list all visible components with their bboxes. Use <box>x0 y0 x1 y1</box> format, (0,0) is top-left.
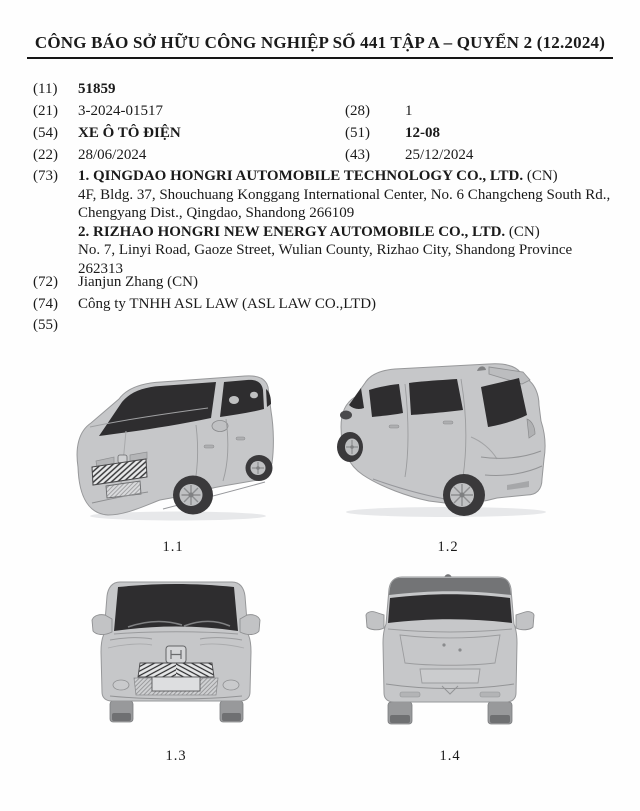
field-row-22-43 <box>33 147 613 164</box>
design-drawing-front-perspective <box>68 369 278 524</box>
license-recess <box>420 669 480 683</box>
owners-block <box>78 167 612 278</box>
design-title: XE Ô TÔ ĐIỆN <box>78 125 181 141</box>
representative-name: Công ty TNHH ASL LAW (ASL LAW CO.,LTD) <box>78 296 377 312</box>
owner-1-name: 1. QINGDAO HONGRI AUTOMOBILE TECHNOLOGY CO., LTD. <box>78 168 524 184</box>
field-row-73 <box>33 167 618 278</box>
owner-2 <box>78 223 612 242</box>
rear-door-window <box>409 379 463 415</box>
emblem-dot <box>458 648 461 651</box>
right-mirror <box>516 612 534 630</box>
figure-label-1-1: 1.1 <box>162 539 184 555</box>
inid-code-73: (73) <box>33 168 58 184</box>
left-mirror <box>92 615 112 635</box>
rear-window <box>388 594 512 623</box>
filing-date: 28/06/2024 <box>78 147 147 163</box>
application-number: 3-2024-01517 <box>78 103 163 119</box>
owner-1-country: (CN) <box>523 168 558 184</box>
inid-code-54: (54) <box>33 125 58 141</box>
locarno-class: 12-08 <box>405 125 440 141</box>
figure-label-1-2: 1.2 <box>437 539 459 555</box>
inid-code-22: (22) <box>33 147 58 163</box>
bumper-vent-left <box>400 692 420 697</box>
author-name: Jianjun Zhang (CN) <box>78 274 198 290</box>
field-row-54-51 <box>33 125 613 142</box>
grille-hatch-right <box>176 663 214 677</box>
owner-2-country: (CN) <box>505 223 540 240</box>
field-row-21-28 <box>33 103 613 120</box>
right-mirror <box>240 615 260 635</box>
front-door-window <box>369 384 403 417</box>
figure-1-3 <box>90 574 262 724</box>
owner-1 <box>78 167 612 186</box>
fog-lamp-right <box>223 680 239 690</box>
inid-code-74: (74) <box>33 296 58 312</box>
door-handle <box>389 425 399 428</box>
figure-1-1 <box>68 369 278 524</box>
headrest <box>250 392 258 399</box>
inid-code-11: (11) <box>33 81 58 97</box>
side-mirror <box>212 421 228 432</box>
field-row-11 <box>33 81 613 98</box>
tire-shadow <box>390 715 410 723</box>
page-header <box>0 33 640 59</box>
inid-code-51: (51) <box>345 125 370 141</box>
fog-lamp-left <box>113 680 129 690</box>
front-wheel <box>337 432 363 462</box>
headrest <box>229 396 239 404</box>
design-count: 1 <box>405 103 413 119</box>
inid-code-28: (28) <box>345 103 370 119</box>
side-mirror <box>340 411 352 420</box>
design-drawing-front-view <box>90 574 262 724</box>
tire-shadow <box>112 713 131 721</box>
emblem-dot <box>442 643 445 646</box>
tire-shadow <box>222 713 241 721</box>
tire-shadow <box>490 715 510 723</box>
license-plate <box>152 677 200 691</box>
bumper-vent-right <box>480 692 500 697</box>
figure-label-1-3: 1.3 <box>165 748 187 764</box>
rear-wheel <box>246 455 273 481</box>
door-handle <box>204 445 214 448</box>
grille-hatch-left <box>138 663 176 677</box>
owner-2-name: 2. RIZHAO HONGRI NEW ENERGY AUTOMOBILE CO., LTD. <box>78 223 506 240</box>
door-handle <box>443 421 453 424</box>
inid-code-43: (43) <box>345 147 370 163</box>
front-wheel <box>173 476 213 515</box>
inid-code-55: (55) <box>33 317 58 333</box>
figure-label-1-4: 1.4 <box>439 748 461 764</box>
registration-number: 51859 <box>78 81 116 97</box>
field-row-72 <box>33 274 613 291</box>
ground-shadow <box>346 507 546 517</box>
inid-code-72: (72) <box>33 274 58 290</box>
figure-1-4 <box>364 571 536 726</box>
field-row-55 <box>33 317 613 334</box>
design-drawing-rear-perspective <box>331 357 565 522</box>
door-handle <box>236 437 245 440</box>
publication-date: 25/12/2024 <box>405 147 474 163</box>
owner-2-address: No. 7, Linyi Road, Gaoze Street, Wulian County, Rizhao City, Shandong Province 262313 <box>78 242 573 277</box>
field-row-74 <box>33 296 613 313</box>
left-mirror <box>366 612 384 630</box>
figure-1-2 <box>331 357 565 522</box>
rear-wheel <box>443 474 485 516</box>
design-drawing-rear-view <box>364 571 536 726</box>
page-title: CÔNG BÁO SỞ HỮU CÔNG NGHIỆP SỐ 441 TẬP A – QUYỂN 2 (12.2024) <box>27 33 613 59</box>
owner-1-address: 4F, Bldg. 37, Shouchuang Konggang International Center, No. 6 Changcheng South Rd., Chengyang Dist., Qingdao, Shandong 266109 <box>78 186 611 221</box>
inid-code-21: (21) <box>33 103 58 119</box>
